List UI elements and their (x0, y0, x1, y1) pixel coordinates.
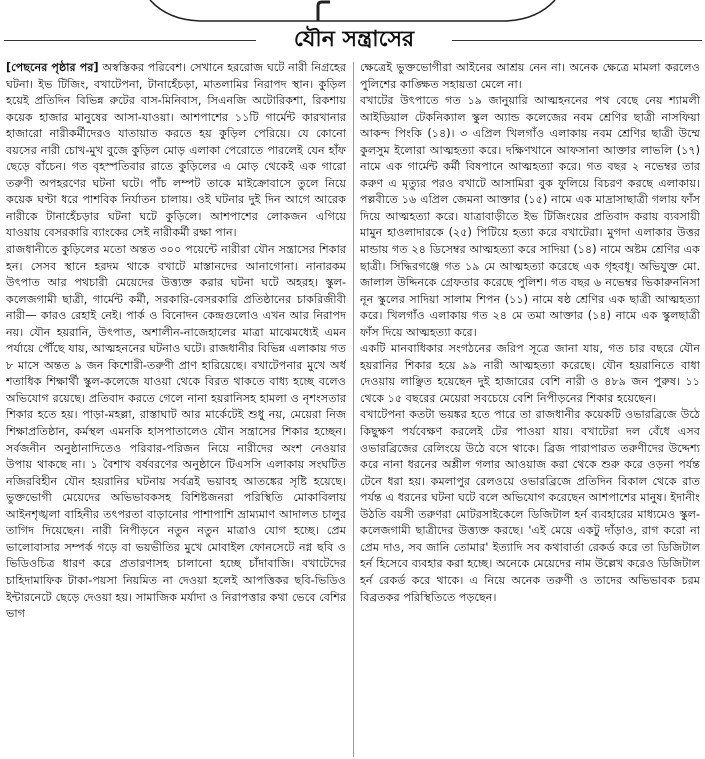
column-divider (353, 62, 354, 757)
article-headline: যৌন সন্ত্রাসের (293, 27, 415, 52)
article-body (6, 60, 700, 759)
paragraph: রাজধানীতে কুড়িলের মতো অন্তত ৩০০ পয়েন্টে নারীরা যৌন সন্ত্রাসের শিকার হন। সেসব স্থানে হরদম থাকে বখাটে মাস্তানদের আনাগোনা। নানারকম উৎপাত আর পথচারী মেয়েদের উত্ত্যক্ত করার ঘটনা ঘটে অহরহ। স্কুল-কলেজগামী ছাত্রী, গার্মেন্ট কর্মী, সরকারি-বেসরকারি প্রতিষ্ঠানের চাকরিজীবী নারী— কারও রেহাই নেই। পার্ক ও বিনোদন কেন্দ্রগুলোও এখন আর নিরাপদ নয়। যৌন হয়রানি, উৎপাত, অশালীন-নাজেহালের মাত্রা মাঝেমধ্যেই এমন পর্যায়ে পৌঁছে যায়, আত্মহননের ঘটনাও ঘটে। রাজধানীর বিভিন্ন এলাকায় গত ৮ মাসে অন্তত ৯ জন কিশোরী-তরুণী প্রাণ হারিয়েছে। বখাটেপনার মুখে অর্ধ শতাধিক শিক্ষার্থী স্কুল-কলেজে যাওয়া থেকে বিরত থাকতে বাধ্য হচ্ছে বলেও অভিযোগ রয়েছে। প্রতিবাদ করতে গেলে নানা হয়রানিসহ হামলা ও নৃশংসতার শিকার হতে হয়। পাড়া-মহল্লা, রাস্তাঘাট আর মার্কেটেই শুধু নয়, মেয়েরা নিজ শিক্ষাপ্রতিষ্ঠান, কর্মস্থল এমনকি হাসপাতালেও যৌন সন্ত্রাসের শিকার হচ্ছেন। সর্বজনীন অনুষ্ঠানাদিতেও পরিবার-পরিজন নিয়ে নারীদের অংশ নেওয়ার উপায় থাকছে না। ১ বৈশাখ বর্ষবরণের অনুষ্ঠানে টিএসসি এলাকায় সংঘটিত নজিরবিহীন যৌন হয়রানির ঘটনায় সর্বত্রই ভয়াবহ আতঙ্কের সৃষ্টি হয়েছে। ভুক্তভোগী মেয়েদের অভিভাবকসহ বিশিষ্টজনরা পরিস্থিতি মোকাবিলায় আইনশৃঙ্খলা বাহিনীর তৎপরতা বাড়ানোর পাশাপাশি ভ্রাম্যমাণ আদালত চালুর তাগিদ দিয়েছেন। নারী নিপীড়নে নতুন নতুন মাত্রাও যোগ হচ্ছে। প্রেম ভালোবাসার সম্পর্ক গড়ে বা ভয়ভীতির মুখে মোবাইল ফোনসেটে নগ্ন ছবি ও ভিডিওচিত্র ধারণ করে প্রতারণাসহ চালানো হচ্ছে চাঁদাবাজি। বখাটেদের চাহিদামাফিক টাকা-পয়সা নিয়মিত না দেওয়া হলেই আপত্তিকর ছবি-ভিডিও ইন্টারনেটে ছেড়ে দেওয়া হয়। সামাজিক মর্যাদা ও নিরাপত্তার কথা ভেবে বেশির ভাগ (6, 243, 346, 621)
paragraph: একটি মানবাধিকার সংগঠনের জরিপ সূত্রে জানা যায়, গত চার বছরে যৌন হয়রানির শিকার হয়ে ৯৯ নারী আত্মহত্যা করেছে। যৌন হয়রানিতে বাধা দেওয়ায় লাঞ্ছিত হয়েছেন দুই হাজারের বেশি নারী ও ৪৮৯ জন পুরুষ। ১১ থেকে ১৫ বছরের মেয়েরা সবচেয়ে বেশি নিপীড়নের শিকার হয়েছেন। (360, 342, 700, 405)
continuation-lede: [পেছনের পৃষ্ঠার পর] (6, 61, 99, 74)
top-frame-ornament (0, 0, 705, 22)
right-column (360, 60, 700, 759)
headline-band (0, 22, 705, 58)
paragraph: বখাটেপনা কতটা ভয়ঙ্কর হতে পারে তা রাজধানীর কয়েকটি ওভারব্রিজে উঠে কিছুক্ষণ পর্যবেক্ষণ করলেই টের পাওয়া যায়। বখাটেরা দল বেঁধে এসব ওভারব্রিজের রেলিংয়ে উঠে বসে থাকে। ব্রিজ পারাপারত তরুণীদের উদ্দেশ্য করে নানা ধরনের অশ্লীল গলার আওয়াজ করা থেকে শুরু করে ওড়না পর্যন্ত টেনে ধরা হয়। কমলাপুর রেলওয়ে ওভারব্রিজে প্রতিদিন বিকাল থেকে রাত পর্যন্ত এ ধরনের ঘটনা ঘটে বলে অভিযোগ করেছেন আশপাশের মানুষ। ইদানীং উঠতি বয়সী তরুণরা মোটরসাইকেলে ডিজিটাল হর্ন ব্যবহারের মাধ্যমেও স্কুল-কলেজগামী ছাত্রীদের উত্ত্যক্ত করছে। 'এই মেয়ে একটু দাঁড়াও, রাগ করো না প্রেম দাও, সব জানি তোমার' ইত্যাদি সব কথাবার্তা রেকর্ড করে তা ডিজিটাল হর্ন হিসেবে ব্যবহার করা হচ্ছে। অনেকে মেয়েদের নাম উল্লেখ করেও ডিজিটাল হর্ন রেকর্ড করে থাকে। এ নিয়ে অনেক তরুণী ও তাদের অভিভাবক চরম বিব্রতকর পরিস্থিতিতে পড়ছেন। (360, 408, 700, 604)
headline-rule-right (452, 40, 702, 41)
left-column (6, 60, 346, 759)
paragraph-text: অস্বস্তিকর পরিবেশ। সেখানে হররোজ ঘটে নারী নিগ্রহের ঘটনা। ইভ টিজিং, বখাটেপনা, টানাহেঁচড়া, মাতলামির নিরাপদ স্থান। কুড়িল হয়েই প্রতিদিন বিভিন্ন রুটের বাস-মিনিবাস, সিএনজি অটোরিকশা, রিকশায় কয়েক হাজার মানুষের আসা-যাওয়া। আশপাশের ১১টি গার্মেন্ট কারখানার হাজারো নারীকর্মীদেরও যাতায়াত করতে হয় কুড়িল পেরিয়ে। যে কোনো বয়সের নারী চোখ-মুখ বুজে কুড়িল মোড় এলাকা পেরোতে পারলেই যেন হাঁফ ছেড়ে বাঁচেন। গত বৃহস্পতিবার রাতে কুড়িলের এ মোড় থেকেই এক গারো তরুণী অপহরণের ঘটনা ঘটে। পাঁচ লম্পট তাকে মাইক্রোবাসে তুলে নিয়ে কয়েক ঘণ্টা ধরে পাশবিক নির্যাতন চালায়। ওই ঘটনার দুই দিন আগে আরেক নারীকে টানাহেঁচড়ার ঘটনা ঘটে কুড়িলে। আশপাশের লোকজন এগিয়ে যাওয়ায় বেসরকারি ব্যাংকের সেই নারীকর্মী রক্ষা পান। (6, 61, 346, 240)
paragraph (6, 60, 346, 242)
headline-rule-left (4, 40, 256, 41)
paragraph: বখাটের উৎপাতে গত ১৯ জানুয়ারি আত্মহননের পথ বেছে নেয় শ্যামলী আইডিয়াল টেকনিক্যাল স্কুল অ্যান্ড কলেজের নবম শ্রেণির ছাত্রী নাসফিয়া আকন্দ পিংকি (১৪)। ৩ এপ্রিল খিলগাঁও এলাকায় নবম শ্রেণির ছাত্রী উম্মে কুলসুম ইলোরা আত্মহত্যা করে। দক্ষিণখানে আফসানা আক্তার লাভলি (১৭) নামে এক গার্মেন্ট কর্মী বিষপানে আত্মহত্যা করে। গত বছর ২ নভেম্বর তার করুণ এ মৃত্যুর পরও বখাটে আসামিরা বুক ফুলিয়ে বিচরণ করছে এলাকায়। পল্লবীতে ১৬ এপ্রিল জেমনা আক্তার (১৫) নামে এক মাদ্রাসাছাত্রী গলায় ফাঁস দিয়ে আত্মহত্যা করে। যাত্রাবাড়ীতে ইভ টিজিংয়ের প্রতিবাদ করায় ব্যবসায়ী মামুন হাওলাদারকে (২৫) পিটিয়ে হত্যা করে বখাটেরা। মুগদা এলাকার উত্তর মান্ডায় গত ২৪ ডিসেম্বর আত্মহত্যা করে সাদিয়া (১৪) নামে অষ্টম শ্রেণির এক ছাত্রী। সিদ্ধিরগঞ্জে গত ১৯ মে আত্মহত্যা করেছে এক গৃহবধূ। অভিযুক্ত মো. জালাল উদ্দিনকে গ্রেফতার করেছে পুলিশ। গত বছর ৬ নভেম্বর ভিকারুননিসা নূন স্কুলের সাদিয়া সালাম শিপন (১১) নামে ষষ্ঠ শ্রেণির এক ছাত্রী আত্মহত্যা করে। খিলগাঁও এলাকায় গত ২৪ মে তমা আক্তার (১৪) নামে এক স্কুলছাত্রী ফাঁস দিয়ে আত্মহত্যা করে। (360, 94, 700, 339)
paragraph: ক্ষেত্রেই ভুক্তভোগীরা আইনের আশ্রয় নেন না। অনেক ক্ষেত্রে মামলা করলেও পুলিশের কাঙ্ক্ষিত সহায়তা মেলে না। (360, 61, 700, 91)
